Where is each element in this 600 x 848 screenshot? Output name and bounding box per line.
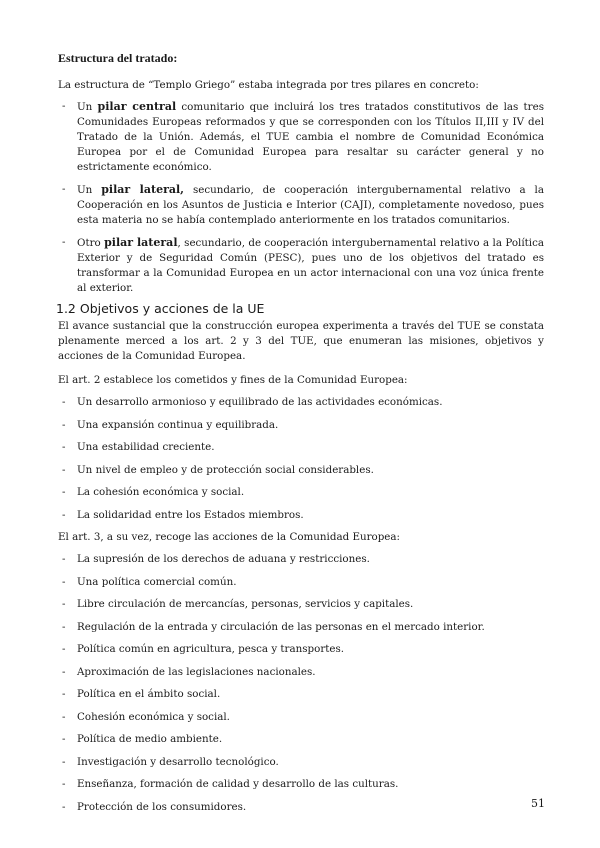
list-item: - Una política comercial común. bbox=[62, 575, 237, 588]
list-item: - Aproximación de las legislaciones nacionales. bbox=[62, 665, 316, 678]
art2-list bbox=[58, 395, 544, 522]
art3-intro: El art. 3, a su vez, recoge las acciones de la Comunidad Europea: bbox=[58, 531, 401, 543]
list-item: - Regulación de la entrada y circulación de las personas en el mercado interior. bbox=[62, 620, 485, 633]
section-intro: El avance sustancial que la construcción europea experimenta a través del TUE se constata plenamente merced a los art. 2 y 3 del TUE, que enumeran las misiones, objetivos y acciones de la Comunidad Europea. bbox=[58, 320, 544, 362]
section-title: 1.2 Objetivos y acciones de la UE bbox=[56, 301, 265, 316]
pillar-term: pilar lateral bbox=[104, 236, 178, 249]
list-item: - Enseñanza, formación de calidad y desarrollo de las culturas. bbox=[62, 778, 399, 790]
list-item: - Otro pilar lateral, secundario, de cooperación intergubernamental relativo a la Política Exterior y de Seguridad Común (PESC), pues uno de los objetivos del tratado es transformar a la Comunidad Europea en un actor internacional con una voz única frente al exterior. bbox=[62, 236, 544, 294]
list-item: - Política común en agricultura, pesca y transportes. bbox=[62, 643, 345, 655]
list-item: - Libre circulación de mercancías, personas, servicios y capitales. bbox=[62, 598, 414, 610]
pillar-list bbox=[58, 99, 544, 296]
list-item: - Investigación y desarrollo tecnológico. bbox=[62, 755, 279, 768]
list-item: - Cohesión económica y social. bbox=[62, 710, 230, 723]
pillar-term: pilar central bbox=[97, 100, 177, 113]
art3-list bbox=[58, 552, 544, 814]
list-dash: - bbox=[62, 183, 66, 195]
list-item: - Un desarrollo armonioso y equilibrado de las actividades económicas. bbox=[62, 396, 443, 408]
list-item: - Protección de los consumidores. bbox=[62, 800, 247, 813]
list-item: - Política de medio ambiente. bbox=[62, 733, 223, 745]
list-item: - La solidaridad entre los Estados miembros. bbox=[62, 508, 304, 521]
pillar-term: pilar lateral, bbox=[101, 183, 185, 196]
list-item: - La supresión de los derechos de aduana y restricciones. bbox=[62, 553, 370, 565]
list-item: - Un pilar central comunitario que incluirá los tres tratados constitutivos de las tres Comunidades Europeas reformados y que se corresponden con los Títulos II,III y IV del Tratado de la Unión. Además, el TUE cambia el nombre de Comunidad Económica Europea por el de Comunidad Europea para resaltar su carácter general y no estrictamente económico. bbox=[62, 100, 544, 173]
heading-structure: Estructura del tratado: bbox=[58, 51, 178, 65]
list-item: - Política en el ámbito social. bbox=[62, 688, 221, 700]
page-number: 51 bbox=[531, 797, 545, 810]
document-page bbox=[58, 50, 544, 822]
structure-intro: La estructura de “Templo Griego” estaba integrada por tres pilares en concreto: bbox=[58, 79, 479, 91]
list-dash: - bbox=[62, 236, 66, 248]
list-item: - Un nivel de empleo y de protección social considerables. bbox=[62, 463, 374, 476]
list-item: - Una expansión continua y equilibrada. bbox=[62, 418, 279, 431]
list-item: - Una estabilidad creciente. bbox=[62, 441, 215, 453]
list-dash: - bbox=[62, 100, 66, 112]
list-item: - La cohesión económica y social. bbox=[62, 486, 245, 498]
list-item: - Un pilar lateral, secundario, de cooperación intergubernamental relativo a la Cooperación en los Asuntos de Justicia e Interior (CAJI), completamente novedoso, pues esta materia no se había contemplado anteriormente en los tratados comunitarios. bbox=[62, 183, 544, 226]
art2-intro: El art. 2 establece los cometidos y fines de la Comunidad Europea: bbox=[58, 374, 408, 386]
